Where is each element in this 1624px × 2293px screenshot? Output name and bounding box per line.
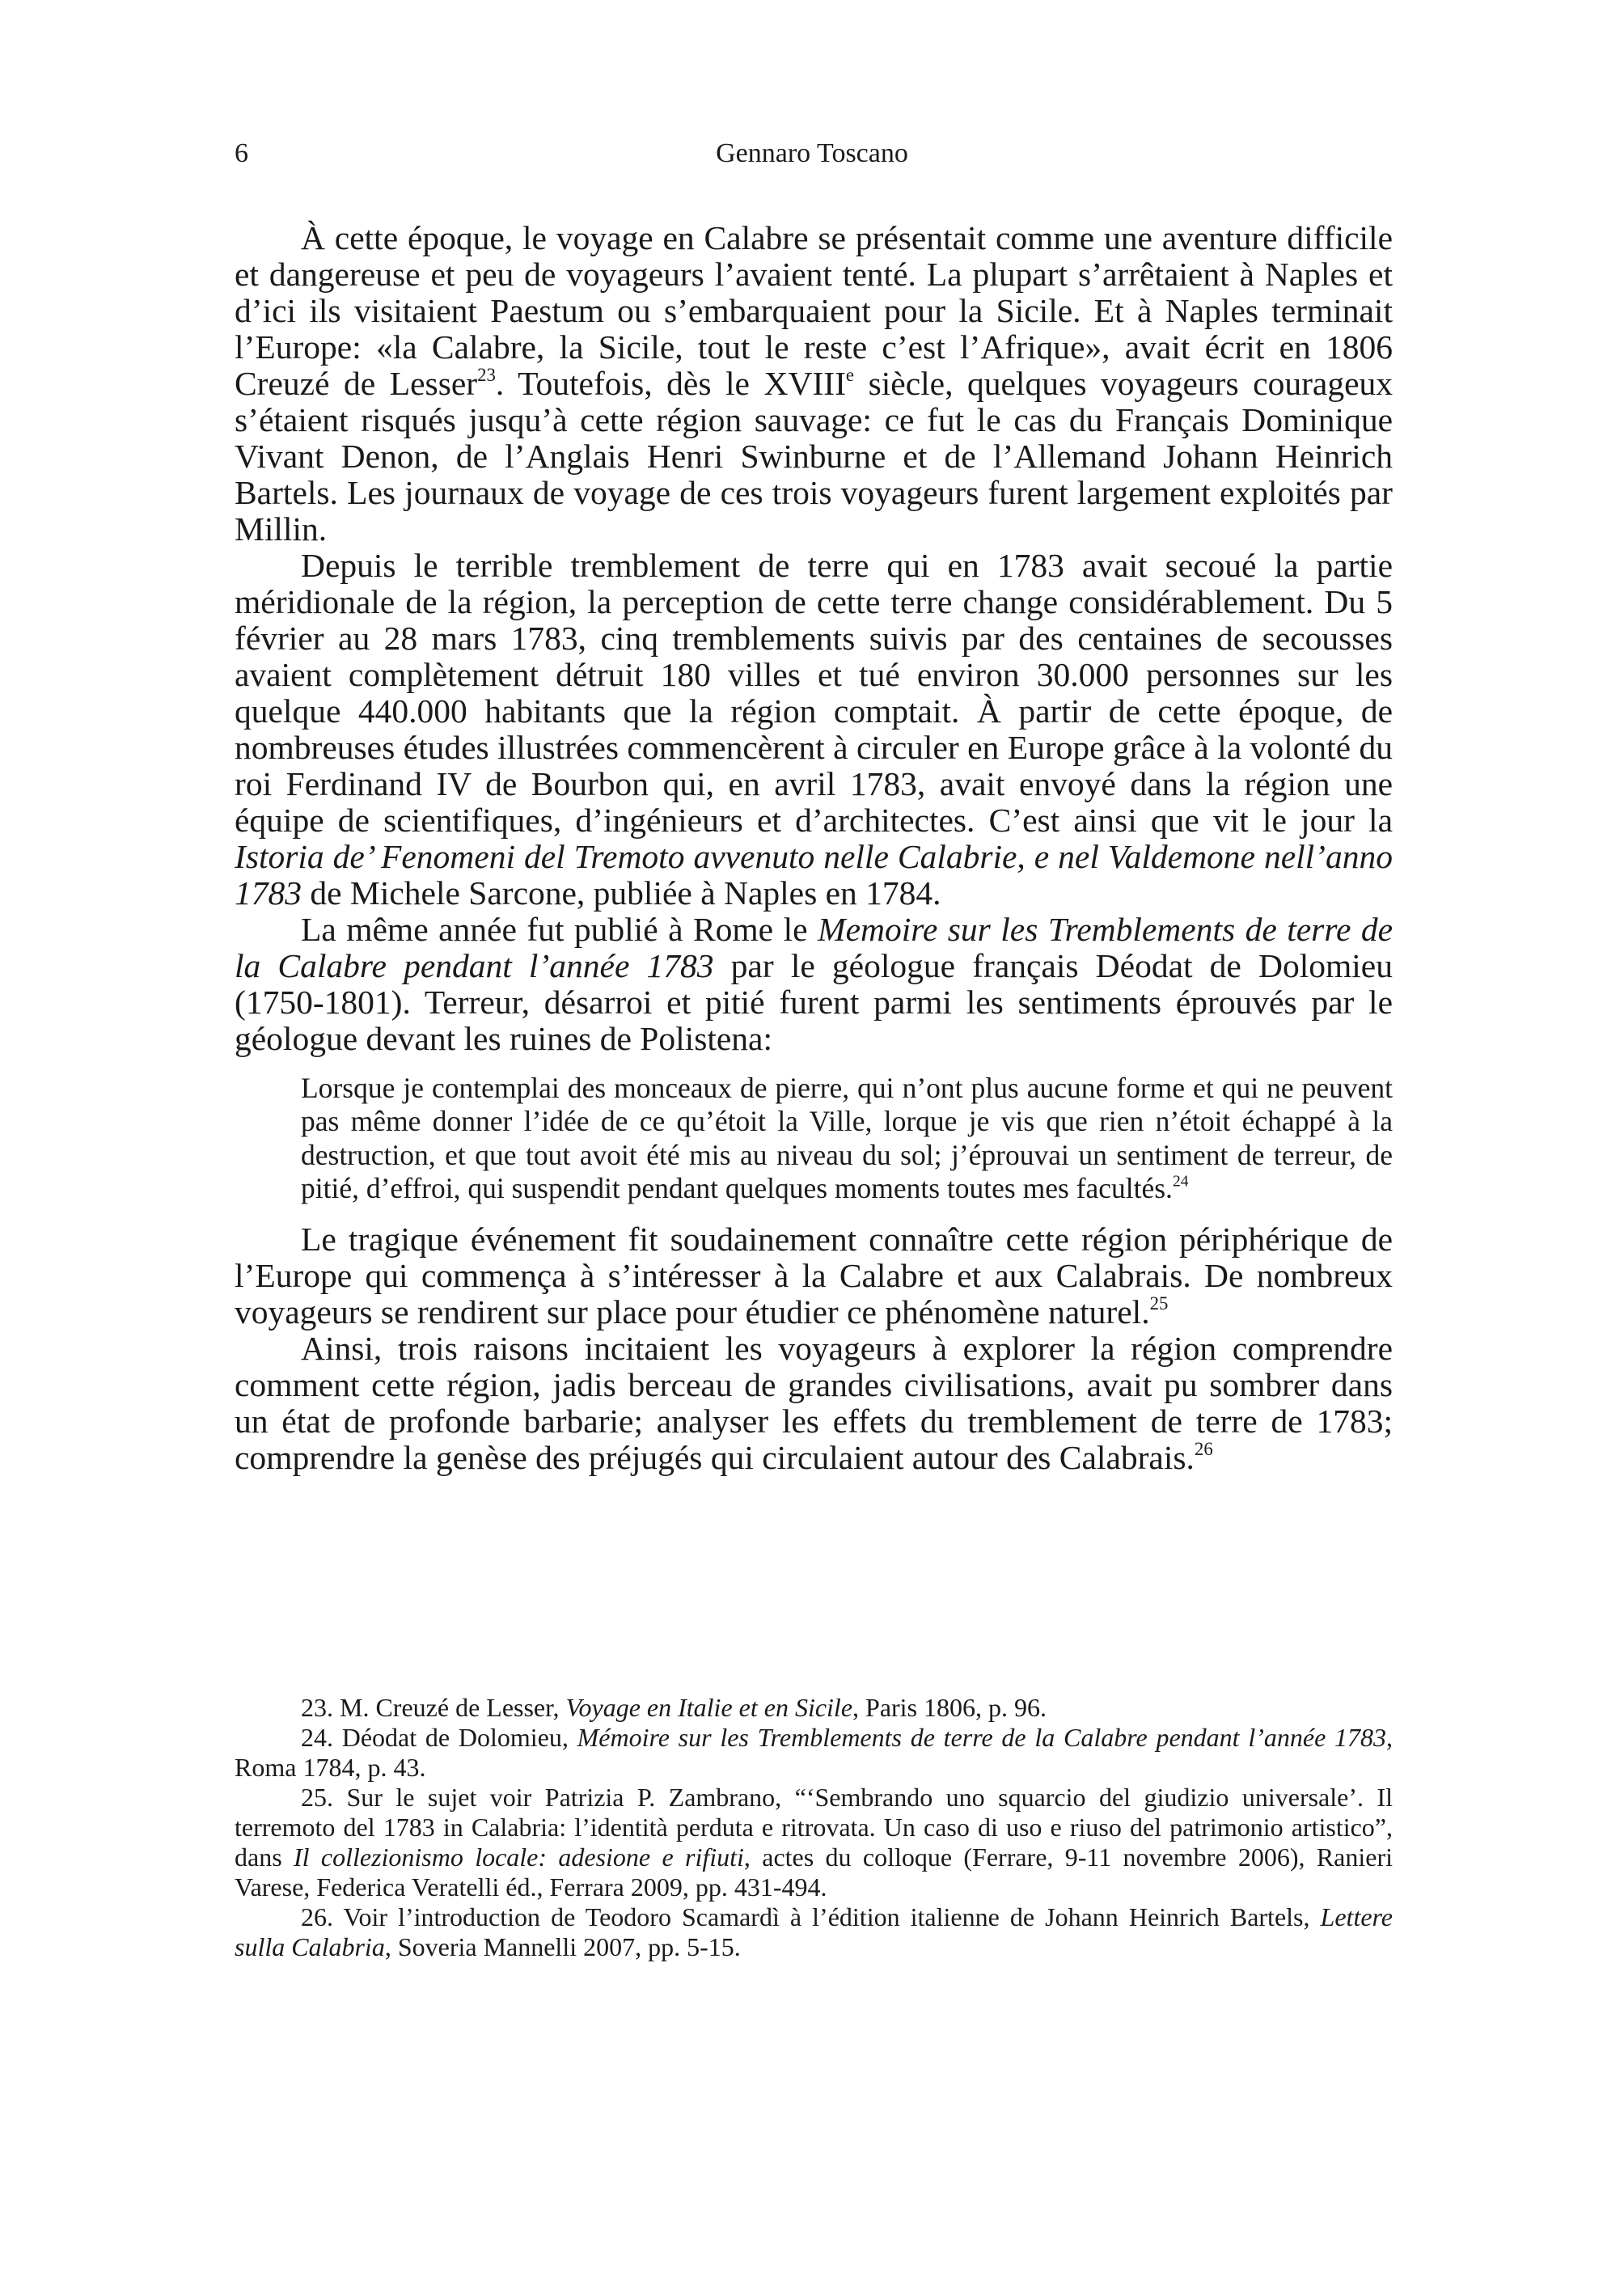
book-title-istoria: Istoria de’ Fenomeni del Tremoto avvenuto nelle Calabrie, e nel Valdemone nell’anno 1783 [235, 838, 1393, 912]
paragraph-3-text-b: par le géologue français Déodat de Dolomieu (1750-1801). Terreur, désarroi et pitié furent parmi les sentiments éprouvés par le géologue devant les ruines de Polistena: [235, 947, 1393, 1057]
paragraph-5-text: Ainsi, trois raisons incitaient les voyageurs à explorer la région comprendre comment cette région, jadis berceau de grandes civilisations, avait pu sombrer dans un état de profonde barbarie; analyser les effets du tremblement de terre de 1783; comprendre la genèse des préjugés qui circulaient autour des Calabrais. [235, 1330, 1393, 1477]
footnote-ref-25[interactable]: 25 [1149, 1293, 1169, 1314]
footnote-24-title: Mémoire sur les Tremblements de terre de la Calabre pendant l’année 1783 [577, 1723, 1387, 1752]
paragraph-4-text: Le tragique événement fit soudainement connaître cette région périphérique de l’Europe qui commença à s’intéresser à la Calabre et aux Calabrais. De nombreux voyageurs se rendirent sur place pour étudier ce phénomène naturel. [235, 1221, 1393, 1331]
paragraph-3-text-a: La même année fut publié à Rome le [301, 911, 818, 948]
paragraph-2-text-a: Depuis le terrible tremblement de terre qui en 1783 avait secoué la partie méridionale de la région, la perception de cette terre change considérablement. Du 5 février au 28 mars 1783, cinq tremblements suivis par des centaines de secousses avaient complètement détruit 180 villes et tué environ 30.000 personnes sur les quelque 440.000 habitants que la région comptait. À partir de cette époque, de nombreuses études illustrées commencèrent à circuler en Europe grâce à la volonté du roi Ferdinand IV de Bourbon qui, en avril 1783, avait envoyé dans la région une équipe de scientifiques, d’ingénieurs et d’architectes. C’est ainsi que vit le jour la [235, 547, 1393, 839]
paragraph-3 [235, 912, 1393, 1057]
footnote-26-title: Lettere sulla Calabria [235, 1902, 1393, 1961]
footnote-25 [235, 1783, 1393, 1902]
paragraph-2-text-b: de Michele Sarcone, publiée à Naples en 1784. [302, 874, 941, 912]
footnote-26-text-b: , Soveria Mannelli 2007, pp. 5-15. [384, 1932, 741, 1961]
paragraph-1-text-c: siècle, quelques voyageurs courageux s’étaient risqués jusqu’à cette région sauvage: ce fut le cas du Français Dominique Vivant Denon, de l’Anglais Henri Swinburne et de l’Allemand Johann Heinrich Bartels. Les journaux de voyage de ces trois voyageurs furent largement exploités par Millin. [235, 365, 1393, 548]
paragraph-1-text-a: À cette époque, le voyage en Calabre se présentait comme une aventure difficile et dangereuse et peu de voyageurs l’avaient tenté. La plupart s’arrêtaient à Naples et d’ici ils visitaient Paestum ou s’embarquaient pour la Sicile. Et à Naples terminait l’Europe: «la Calabre, la Sicile, tout le reste c’est l’Afrique», avait écrit en 1806 Creuzé de Lesser [235, 219, 1393, 402]
paragraph-2 [235, 548, 1393, 912]
footnote-25-title: Il collezionismo locale: adesione e rifiuti [294, 1842, 744, 1872]
paragraph-1 [235, 220, 1393, 548]
block-quote [301, 1072, 1393, 1205]
paragraph-1-text-b: . Toutefois, dès le XVIII [495, 365, 846, 402]
footnotes [235, 1693, 1393, 1962]
running-head: Gennaro Toscano [716, 138, 908, 168]
footnote-23-text-b: , Paris 1806, p. 96. [852, 1693, 1047, 1722]
footnote-ref-26[interactable]: 26 [1194, 1439, 1213, 1460]
footnote-24-text-a: 24. Déodat de Dolomieu, [301, 1723, 577, 1752]
footnote-23-title: Voyage en Italie et en Sicile [565, 1693, 853, 1722]
footnote-26-text-a: 26. Voir l’introduction de Teodoro Scamardì à l’édition italienne de Johann Heinrich Bartels, [301, 1902, 1321, 1931]
paragraph-5 [235, 1331, 1393, 1476]
body-text [235, 220, 1393, 1476]
footnote-25-text-b: , actes du colloque (Ferrare, 9-11 novembre 2006), Ranieri Varese, Federica Veratelli éd., Ferrara 2009, pp. 431-494. [235, 1842, 1394, 1902]
footnote-23-text-a: 23. M. Creuzé de Lesser, [301, 1693, 566, 1722]
footnote-ref-23[interactable]: 23 [477, 364, 496, 385]
footnote-24-text-b: , Roma 1784, p. 43. [235, 1723, 1394, 1782]
paragraph-4 [235, 1221, 1393, 1331]
page-number: 6 [235, 138, 248, 168]
footnote-23 [235, 1693, 1393, 1723]
footnote-25-text-a: 25. Sur le sujet voir Patrizia P. Zambrano, “‘Sembrando uno squarcio del giudizio universale’. Il terremoto del 1783 in Calabria: l’identità perduta e ritrovata. Un caso di uso e riuso del patrimonio artistico”, dans [235, 1783, 1393, 1872]
book-title-memoire: Memoire sur les Tremblements de terre de la Calabre pendant l’année 1783 [235, 911, 1393, 984]
block-quote-text: Lorsque je contemplai des monceaux de pierre, qui n’ont plus aucune forme et qui ne peuvent pas même donner l’idée de ce qu’étoit la Ville, lorque je vis que rien n’étoit échappé à la destruction, et que tout avoit été mis au niveau du sol; j’éprouvai un sentiment de terreur, de pitié, d’effroi, qui suspendit pendant quelques moments toutes mes facultés. [301, 1072, 1393, 1204]
footnote-24 [235, 1723, 1393, 1783]
footnote-ref-24[interactable]: 24 [1172, 1173, 1189, 1191]
footnote-26 [235, 1902, 1393, 1962]
superscript-e: e [845, 364, 855, 385]
